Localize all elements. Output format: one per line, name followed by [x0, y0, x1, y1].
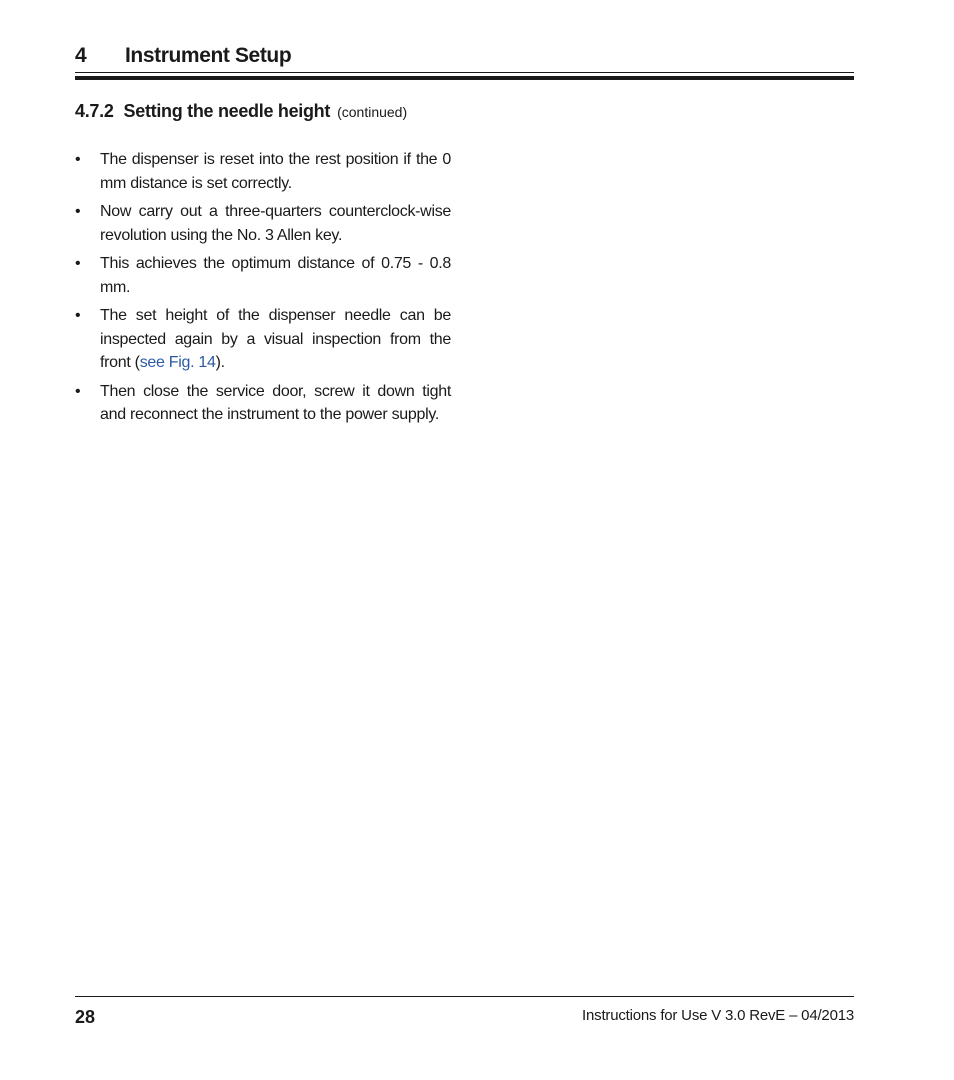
section-heading	[75, 98, 407, 125]
list-item-text-before-link: The set height of the dispenser needle can be inspected again by a visual inspection from the front (	[100, 307, 451, 371]
list-item	[75, 200, 451, 247]
section-number: 4.7.2	[75, 101, 114, 121]
header-rule-thin	[75, 72, 854, 73]
list-item-text: Now carry out a three-quarters counterclock-wise revolution using the No. 3 Allen key.	[100, 203, 451, 244]
bullet-mark: •	[75, 151, 81, 168]
list-item	[75, 304, 451, 375]
section-title: Setting the needle height	[123, 101, 331, 121]
footer-doc-info: Instructions for Use V 3.0 RevE – 04/2013	[582, 1007, 854, 1024]
list-item-text: This achieves the optimum distance of 0.75 - 0.8 mm.	[100, 255, 451, 296]
page-number: 28	[75, 1007, 96, 1027]
list-item-text-after-link: ).	[215, 354, 225, 371]
footer-rule	[75, 996, 854, 997]
chapter-number: 4	[75, 44, 87, 67]
list-item-text: The dispenser is reset into the rest position if the 0 mm distance is set correctly.	[100, 151, 451, 192]
instruction-list	[75, 148, 451, 432]
list-item-text: Then close the service door, screw it down tight and reconnect the instrument to the power supply.	[100, 382, 451, 423]
list-item	[75, 380, 451, 427]
section-continued-note: (continued)	[337, 104, 408, 120]
header-rule-thick	[75, 76, 854, 80]
bullet-mark: •	[75, 307, 81, 324]
chapter-header	[75, 42, 854, 72]
chapter-title: Instrument Setup	[125, 44, 292, 67]
list-item	[75, 148, 451, 195]
bullet-mark: •	[75, 382, 81, 400]
figure-reference-link[interactable]: see Fig. 14	[139, 354, 216, 371]
bullet-mark: •	[75, 203, 81, 220]
bullet-mark: •	[75, 255, 81, 272]
list-item	[75, 252, 451, 299]
